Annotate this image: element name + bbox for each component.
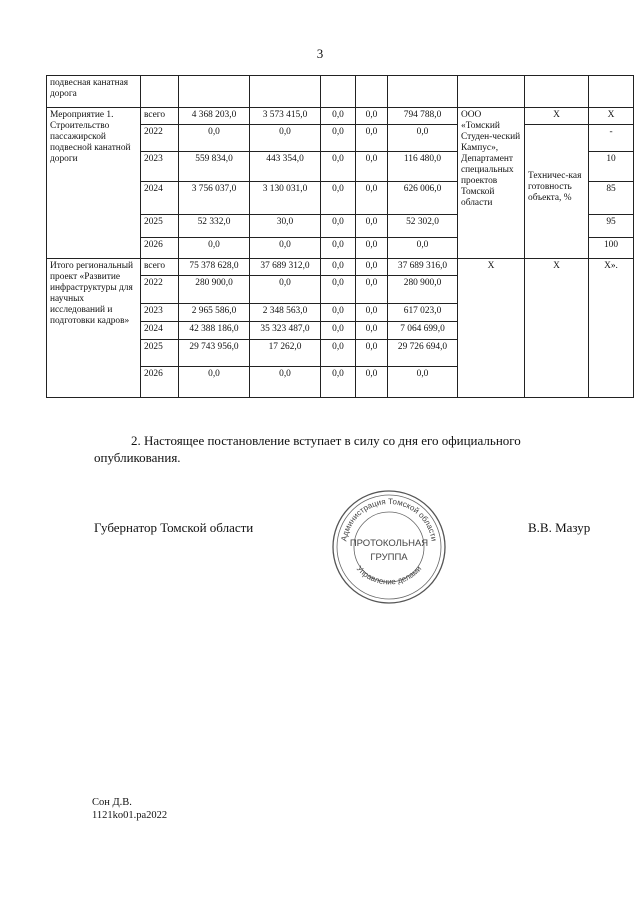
cell-budget-3: 280 900,0 [388,276,458,304]
cell-total: 4 368 203,0 [179,108,250,125]
cell-item-name: подвесная канатная дорога [47,76,141,108]
cell-budget-1: 0,0 [321,125,356,152]
cell-indicator-value: 95 [589,215,634,238]
signer-name: В.В. Мазур [528,520,591,535]
cell-federal: 37 689 312,0 [250,259,321,276]
cell-budget-2: 0,0 [356,304,388,322]
stamp-inner-line-2: ГРУППА [370,552,408,563]
cell-indicator-value: 10 [589,152,634,182]
cell-budget-1: 0,0 [321,304,356,322]
cell-year: 2022 [141,276,179,304]
cell-budget-1: 0,0 [321,152,356,182]
cell-empty [388,76,458,108]
cell-federal: 2 348 563,0 [250,304,321,322]
cell-budget-2: 0,0 [356,322,388,340]
cell-year: 2025 [141,340,179,367]
table-row [47,108,634,125]
cell-budget-3: 0,0 [388,125,458,152]
indicator-text: Техничес-кая готовность объекта, % [528,171,582,203]
cell-indicator [525,125,589,259]
cell-total: 559 834,0 [179,152,250,182]
cell-summary-name: Итого региональный проект «Развитие инфраструктуры для научных исследований и подготовки кадров» [47,259,141,398]
cell-summary-x-3: X». [589,259,634,398]
cell-budget-3: 29 726 694,0 [388,340,458,367]
cell-total: 3 756 037,0 [179,182,250,215]
cell-budget-1: 0,0 [321,182,356,215]
footer-doc-code: 1121ko01.pa2022 [92,810,168,821]
cell-total: 0,0 [179,367,250,398]
cell-empty [589,76,634,108]
cell-year: 2022 [141,125,179,152]
cell-budget-2: 0,0 [356,125,388,152]
cell-federal: 3 573 415,0 [250,108,321,125]
cell-budget-2: 0,0 [356,215,388,238]
cell-budget-1: 0,0 [321,276,356,304]
cell-budget-3: 37 689 316,0 [388,259,458,276]
cell-year: всего [141,259,179,276]
cell-total: 0,0 [179,125,250,152]
cell-federal: 0,0 [250,125,321,152]
cell-federal: 443 354,0 [250,152,321,182]
cell-budget-1: 0,0 [321,215,356,238]
cell-budget-3: 0,0 [388,238,458,259]
cell-budget-1: 0,0 [321,108,356,125]
cell-budget-2: 0,0 [356,340,388,367]
cell-budget-1: 0,0 [321,367,356,398]
cell-budget-3: 794 788,0 [388,108,458,125]
page-number: 3 [316,46,324,61]
organization-text: ООО «Томский Студен-ческий Кампус», Департамент специальных проектов Томской области [461,110,521,208]
footer-author: Сон Д.В. [92,797,132,808]
cell-total: 29 743 956,0 [179,340,250,367]
cell-budget-3: 617 023,0 [388,304,458,322]
cell-year: 2024 [141,182,179,215]
cell-year: 2026 [141,238,179,259]
cell-budget-2: 0,0 [356,152,388,182]
cell-indicator-value: X [589,108,634,125]
paragraph-line-2: опубликования. [94,450,181,465]
cell-year: всего [141,108,179,125]
cell-federal: 35 323 487,0 [250,322,321,340]
cell-budget-3: 626 006,0 [388,182,458,215]
cell-total: 42 388 186,0 [179,322,250,340]
cell-budget-2: 0,0 [356,276,388,304]
cell-year: 2025 [141,215,179,238]
cell-indicator-target: X [525,108,589,125]
cell-year: 2024 [141,322,179,340]
cell-empty [321,76,356,108]
cell-federal: 0,0 [250,367,321,398]
table-row [47,76,634,108]
cell-budget-3: 0,0 [388,367,458,398]
official-stamp [330,488,448,606]
cell-federal: 17 262,0 [250,340,321,367]
cell-year: 2026 [141,367,179,398]
stamp-outer-top: Администрация Томской области [339,496,439,542]
paragraph-line-1: 2. Настоящее постановление вступает в силу со дня его официального [131,433,521,448]
cell-budget-2: 0,0 [356,238,388,259]
cell-indicator-value: 85 [589,182,634,215]
cell-budget-2: 0,0 [356,108,388,125]
cell-federal: 0,0 [250,276,321,304]
cell-event-name: Мероприятие 1. Строительство пассажирской подвесной канатной дороги [47,108,141,259]
cell-empty [179,76,250,108]
cell-indicator-value: 100 [589,238,634,259]
cell-summary-x-2: X [525,259,589,398]
cell-summary-x-1: X [458,259,525,398]
cell-budget-3: 116 480,0 [388,152,458,182]
signer-title: Губернатор Томской области [94,520,254,535]
stamp-outer-bottom: Управление делами [354,564,424,587]
cell-empty [356,76,388,108]
table-row [47,259,634,276]
cell-budget-2: 0,0 [356,367,388,398]
cell-total: 75 378 628,0 [179,259,250,276]
cell-empty [250,76,321,108]
cell-total: 2 965 586,0 [179,304,250,322]
cell-budget-2: 0,0 [356,259,388,276]
cell-organization [458,108,525,259]
cell-budget-1: 0,0 [321,259,356,276]
cell-total: 0,0 [179,238,250,259]
stamp-inner-line-1: ПРОТОКОЛЬНАЯ [349,538,429,549]
cell-federal: 3 130 031,0 [250,182,321,215]
budget-table [46,75,634,398]
cell-total: 280 900,0 [179,276,250,304]
cell-federal: 0,0 [250,238,321,259]
cell-year: 2023 [141,304,179,322]
cell-empty [458,76,525,108]
cell-budget-3: 52 302,0 [388,215,458,238]
cell-budget-1: 0,0 [321,340,356,367]
cell-budget-3: 7 064 699,0 [388,322,458,340]
cell-year: 2023 [141,152,179,182]
cell-budget-1: 0,0 [321,238,356,259]
cell-empty [141,76,179,108]
cell-budget-2: 0,0 [356,182,388,215]
cell-budget-1: 0,0 [321,322,356,340]
cell-empty [525,76,589,108]
cell-federal: 30,0 [250,215,321,238]
cell-indicator-value: - [589,125,634,152]
cell-total: 52 332,0 [179,215,250,238]
